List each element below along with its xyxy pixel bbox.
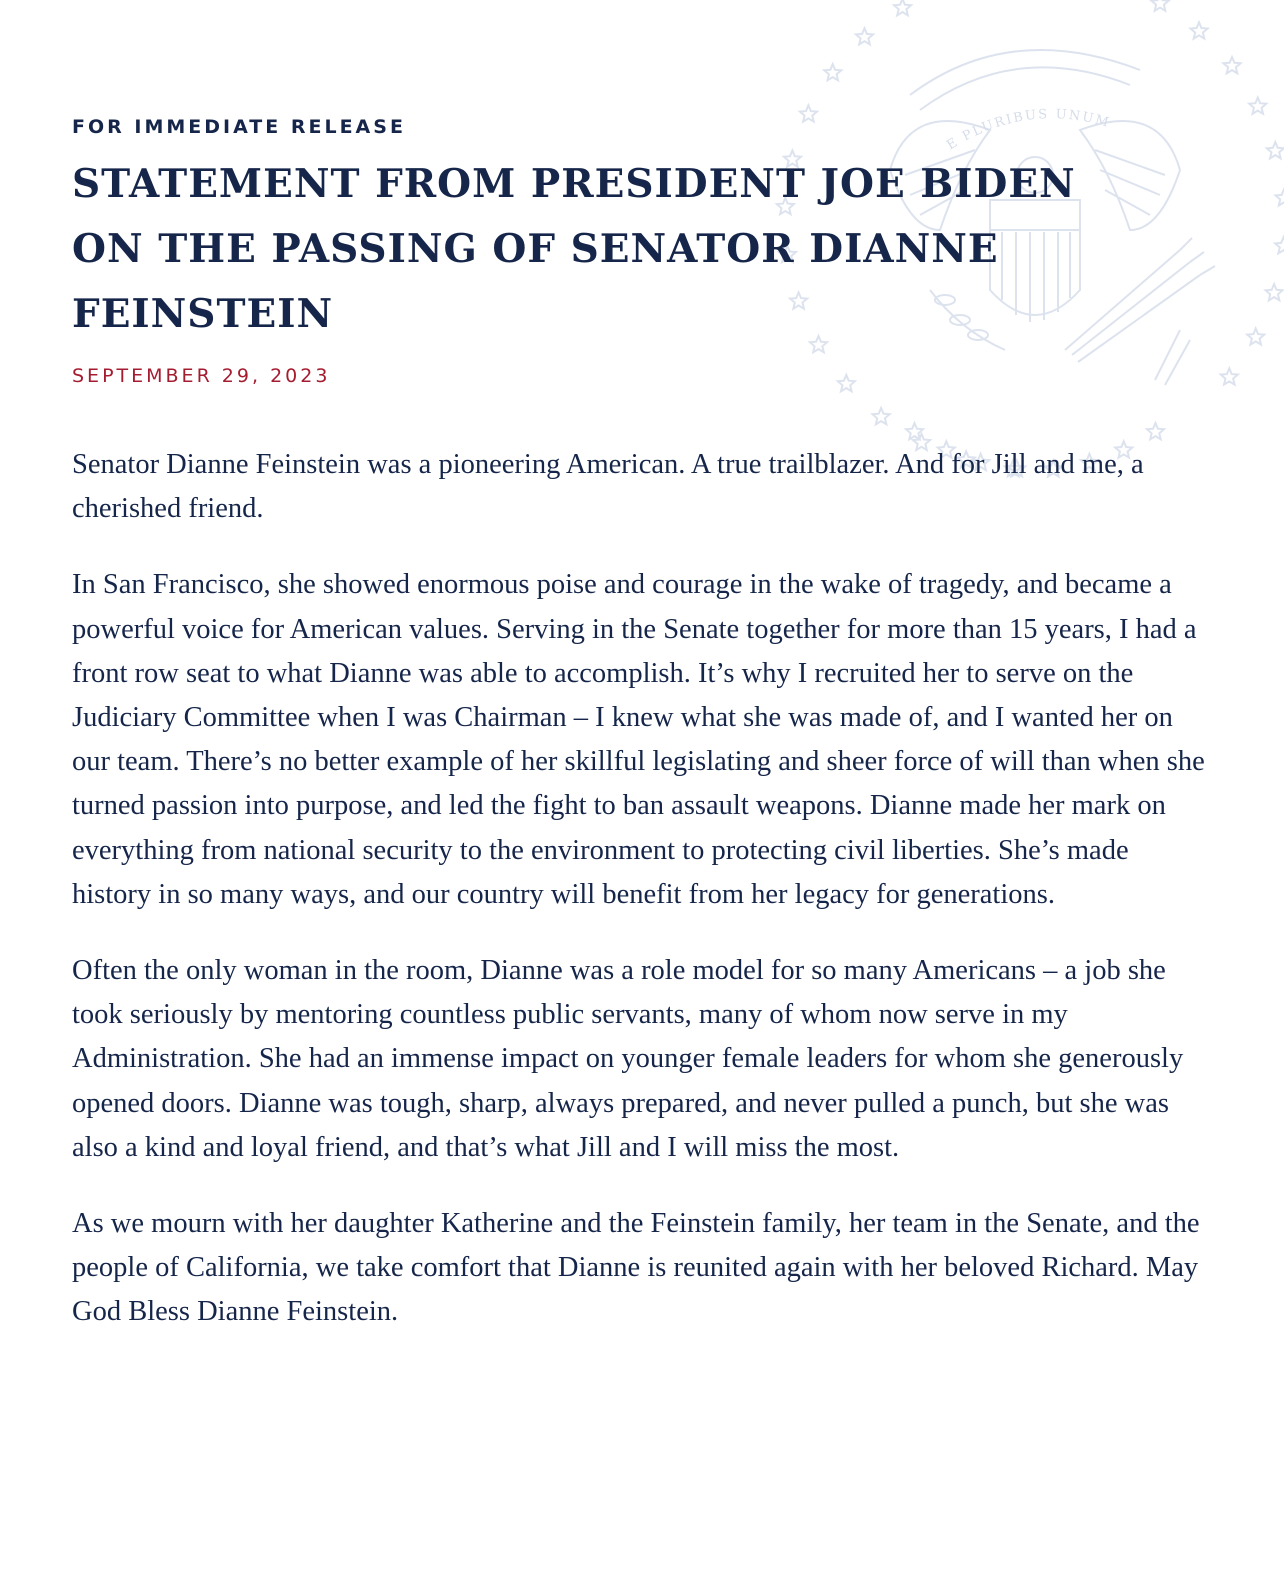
page-title <box>72 152 1152 347</box>
star-icon <box>856 28 873 44</box>
statement-paragraph: Often the only woman in the room, Dianne was a role model for so many Americans – a job she took seriously by mentoring countless public servants, many of whom now serve in my Administration. She had an immense impact on younger female leaders for whom she generously opened doors. Dianne was tough, sharp, always prepared, and never pulled a punch, but she was also a kind and loyal friend, and that’s what Jill and I will miss the most. <box>72 955 1184 1163</box>
statement-paragraph: In San Francisco, she showed enormous poise and courage in the wake of tragedy, and became a powerful voice for American values. Serving in the Senate together for more than 15 years, I had a front row seat to what Dianne was able to accomplish. It’s why I recruited her to serve on the Judiciary Committee when I was Chairman – I knew what she was made of, and I wanted her on our team. There’s no better example of her skillful legislating and sheer force of will than when she turned passion into purpose, and led the fight to ban assault weapons. Dianne made her mark on everything from national security to the environment to protecting civil liberties. She’s made history in so many ways, and our country will benefit from her legacy for generations. <box>72 569 1205 910</box>
title-line: STATEMENT FROM PRESIDENT JOE BIDEN <box>72 161 1076 207</box>
star-icon <box>1266 284 1283 300</box>
star-icon <box>1267 142 1284 158</box>
star-icon <box>1223 57 1240 73</box>
star-icon <box>824 64 841 80</box>
cloud-arc <box>910 50 1140 95</box>
title-line: FEINSTEIN <box>72 291 334 337</box>
press-release <box>72 112 1207 1367</box>
svg-text:E PLURIBUS UNUM: E PLURIBUS UNUM <box>944 107 1113 154</box>
statement-paragraph: As we mourn with her daughter Katherine and the Feinstein family, her team in the Senate, and the people of California, we take comfort that Dianne is reunited again with her beloved Richard. May God Bless Dianne Feinstein. <box>72 1208 1200 1328</box>
release-date: SEPTEMBER 29, 2023 <box>72 365 331 387</box>
statement-paragraph: Senator Dianne Feinstein was a pioneering American. A true trailblazer. And for Jill and me, a cherished friend. <box>72 449 1144 525</box>
star-icon <box>894 0 911 15</box>
statement-body <box>72 443 1207 1335</box>
star-icon <box>1249 98 1266 114</box>
star-icon <box>1275 237 1284 253</box>
star-icon <box>1151 0 1168 11</box>
star-icon <box>1191 22 1208 38</box>
release-label: FOR IMMEDIATE RELEASE <box>72 116 406 138</box>
star-icon <box>1247 328 1264 344</box>
title-line: ON THE PASSING OF SENATOR DIANNE <box>72 226 999 272</box>
star-icon <box>1276 189 1284 205</box>
star-icon <box>1221 368 1238 384</box>
